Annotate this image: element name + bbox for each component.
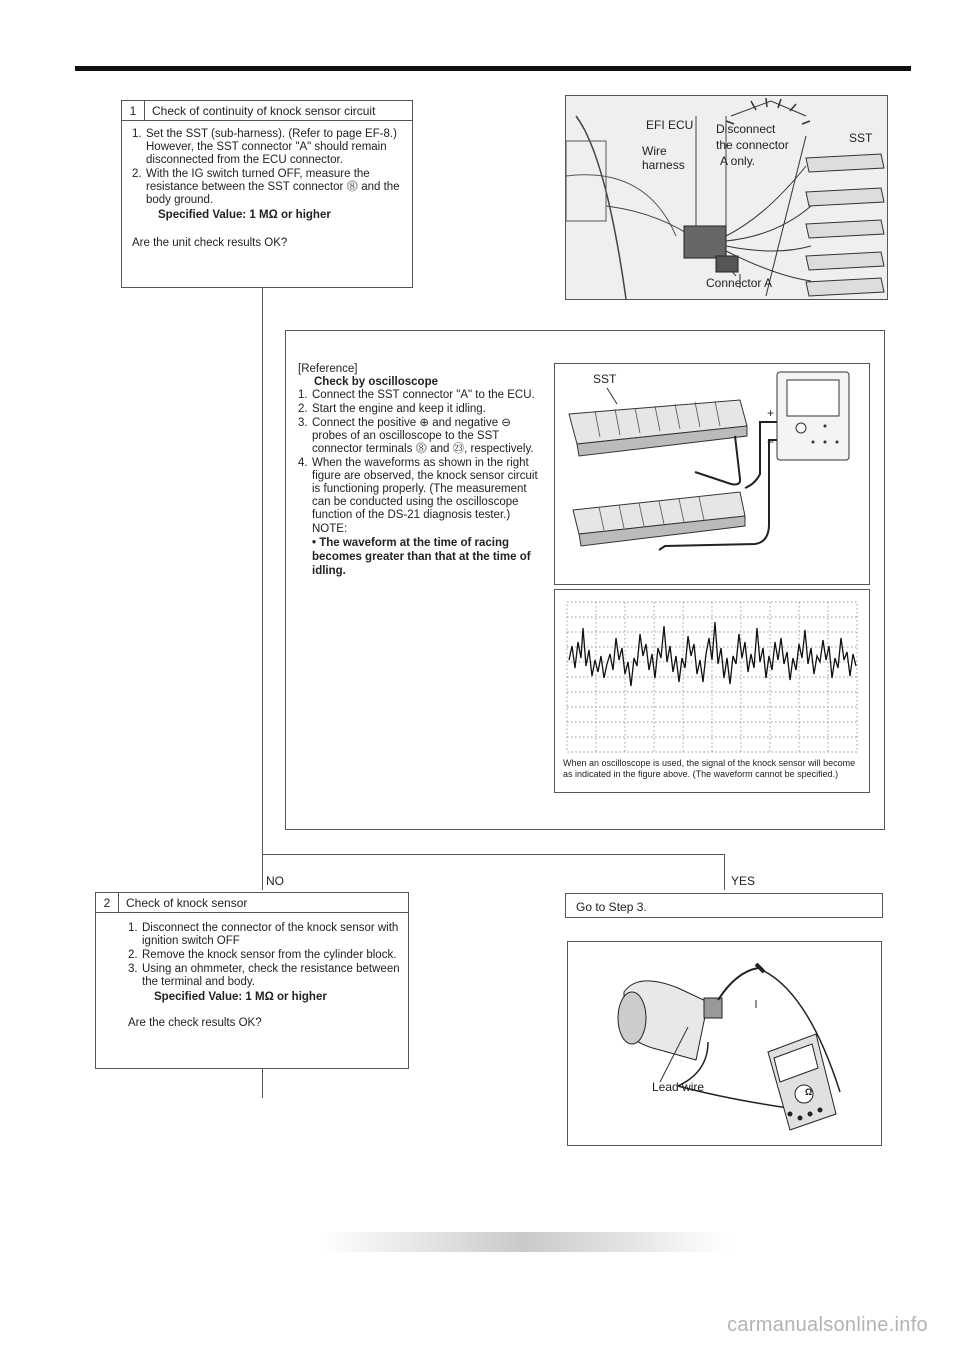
step2-box — [95, 892, 409, 1069]
sst-oscilloscope-illustration — [555, 364, 869, 584]
label-sst: SST — [849, 131, 873, 145]
knock-sensor-ohmmeter-figure — [567, 941, 882, 1146]
label-wire: Wire — [642, 144, 667, 158]
step1-header — [122, 101, 412, 121]
step2-list — [128, 922, 400, 989]
step1-box — [121, 100, 413, 288]
label-sst-scope: SST — [593, 372, 617, 386]
list-item: 2. Remove the knock sensor from the cylinder block. — [128, 949, 397, 961]
list-item: 3. Using an ohmmeter, check the resistance between the terminal and body. — [128, 963, 400, 988]
note-label: NOTE: — [312, 523, 348, 535]
step1-body — [132, 128, 404, 250]
waveform-figure — [554, 589, 870, 793]
list-item: 1. Disconnect the connector of the knock sensor with ignition switch OFF — [128, 922, 399, 947]
list-item: 4. When the waveforms as shown in the right figure are observed, the knock sensor circuit is functioning properly. (The measurement can be conducted using the oscilloscope function of the DS-21 diagnosis tester.) — [298, 457, 538, 521]
waveform-plot — [563, 598, 863, 758]
knock-sensor-illustration — [568, 942, 881, 1145]
top-rule — [75, 66, 911, 71]
ecu-location-figure — [565, 95, 888, 300]
label-disconnect: Disconnect — [716, 122, 776, 136]
step2-spec: Specified Value: 1 MΩ or higher — [154, 991, 327, 1003]
label-efi-ecu: EFI ECU — [646, 118, 694, 132]
step2-question: Are the check results OK? — [128, 1017, 262, 1029]
omega-symbol: Ω — [805, 1087, 813, 1097]
step1-question: Are the unit check results OK? — [132, 237, 288, 249]
goto-step3-box — [565, 893, 883, 918]
list-item: 3. Connect the positive ⊕ and negative ⊖ probes of an oscilloscope to the SST connector terminals ⓼ and ㉓, respectively. — [298, 417, 534, 455]
list-item: 1. Connect the SST connector "A" to the ECU. — [298, 389, 535, 401]
label-lead-wire: Lead wire — [652, 1080, 705, 1094]
flow-line-horizontal — [262, 854, 725, 855]
flow-line-no — [262, 854, 263, 890]
reference-list — [298, 389, 540, 522]
watermark-text: carmanualsonline.info — [727, 1314, 928, 1336]
step1-title: Check of continuity of knock sensor circuit — [152, 103, 376, 118]
scanned-footer-shade — [320, 1232, 730, 1252]
step1-list — [132, 128, 404, 207]
reference-subheading: Check by oscilloscope — [314, 376, 438, 388]
list-item: 2. With the IG switch turned OFF, measure the resistance between the SST connector ⓼ and the body ground. — [132, 168, 400, 206]
flow-line-step1-down — [262, 288, 263, 854]
svg-text:−: − — [767, 435, 775, 449]
flow-line-step2-down — [262, 1068, 263, 1098]
reference-panel — [285, 330, 885, 830]
flow-line-yes — [724, 854, 725, 890]
no-label: NO — [266, 874, 284, 888]
label-the-connector: the connector — [716, 138, 789, 152]
label-a-only: A only. — [720, 154, 756, 168]
label-harness: harness — [642, 158, 685, 172]
reference-text — [298, 363, 540, 578]
yes-label: YES — [731, 874, 756, 888]
note-text: • The waveform at the time of racing becomes greater than that at the time of idling. — [312, 537, 531, 577]
step2-title: Check of knock sensor — [126, 895, 248, 910]
oscilloscope-hookup-figure — [554, 363, 870, 585]
step2-header — [96, 893, 408, 913]
step1-number: 1 — [122, 101, 145, 120]
list-item: 2. Start the engine and keep it idling. — [298, 403, 486, 415]
goto-step3-text: Go to Step 3. — [576, 900, 647, 914]
reference-heading: [Reference] — [298, 363, 358, 375]
step1-spec: Specified Value: 1 MΩ or higher — [158, 209, 331, 221]
step2-number: 2 — [96, 893, 119, 912]
waveform-caption: When an oscilloscope is used, the signal of the knock sensor will become as indicated in the figure above. (The waveform cannot be specified.) — [563, 758, 856, 779]
svg-text:+: + — [767, 406, 775, 420]
label-connector-a: Connector A — [706, 276, 773, 290]
step2-body — [128, 922, 400, 1030]
list-item: 1. Set the SST (sub-harness). (Refer to page EF-8.) However, the SST connector "A" should remain disconnected from the ECU connector. — [132, 128, 397, 166]
